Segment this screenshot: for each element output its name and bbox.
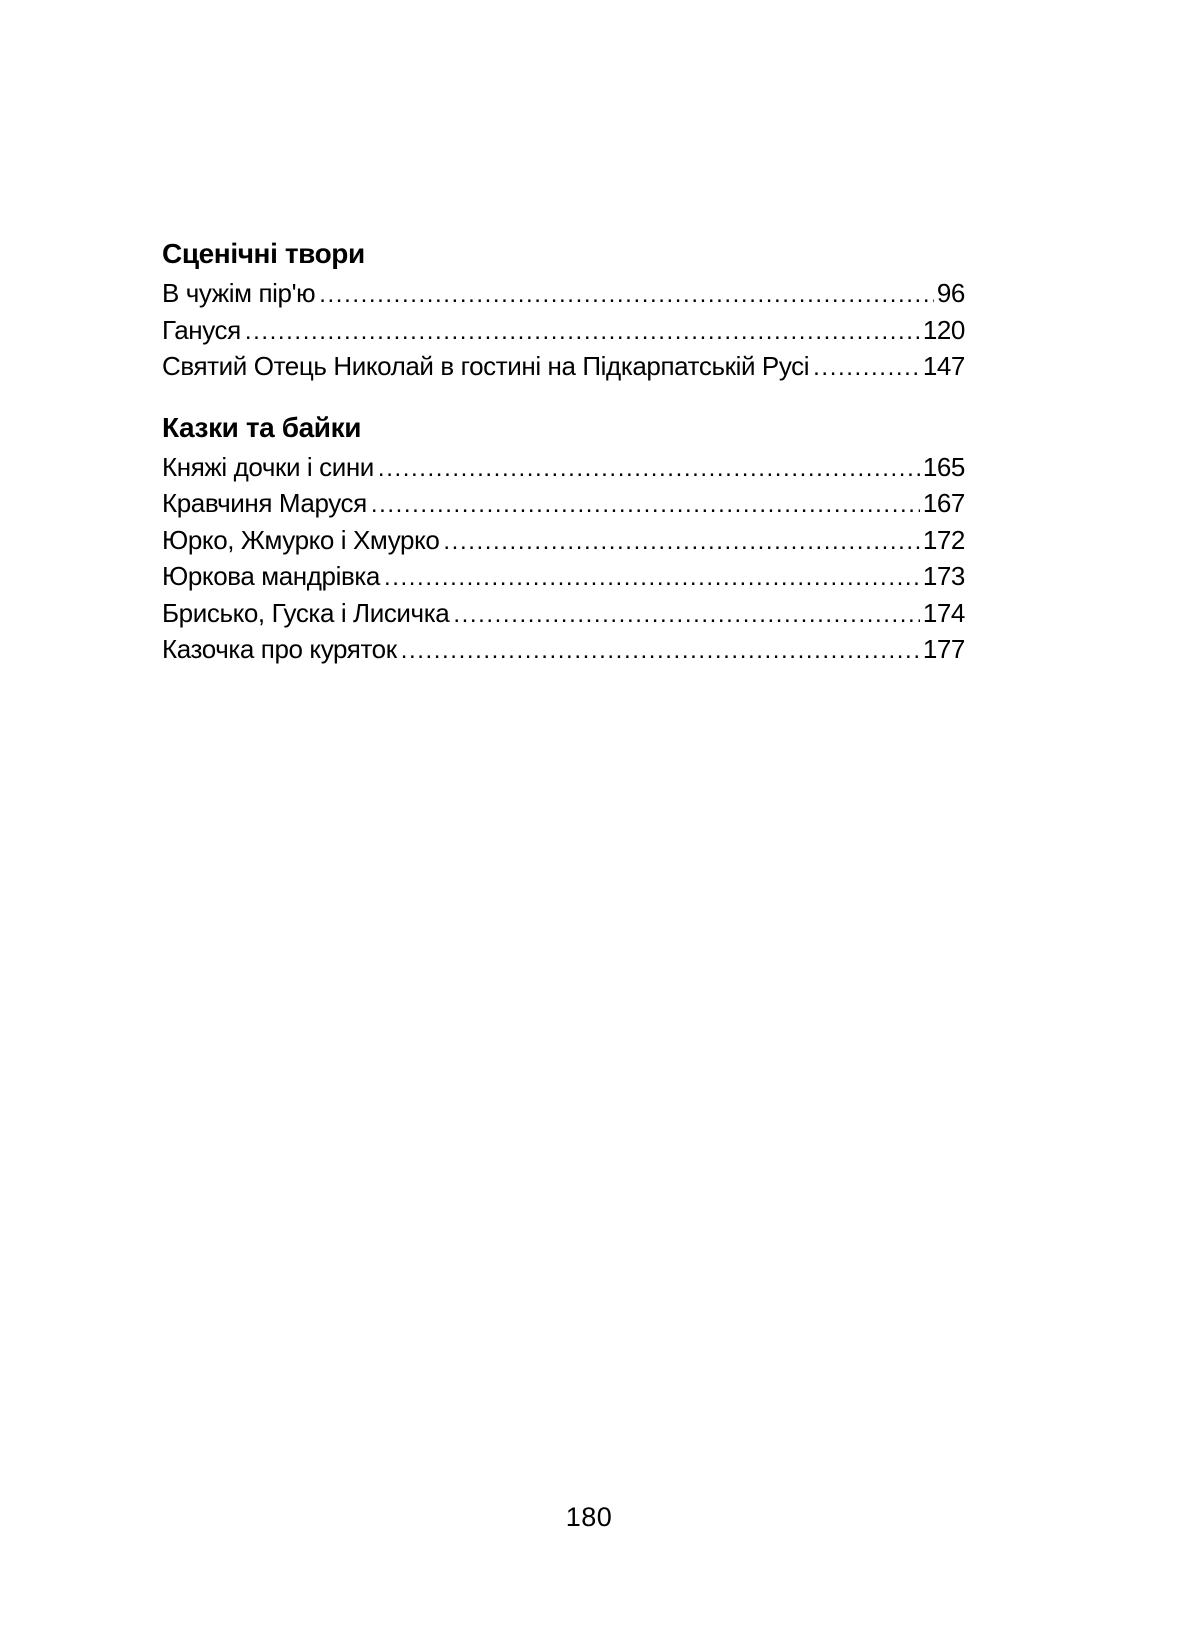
section-heading: Казки та байки bbox=[162, 411, 362, 443]
toc-entry-page-number: 147 bbox=[922, 351, 965, 381]
toc-entry-title: В чужім пір'ю bbox=[162, 278, 316, 308]
toc-entry bbox=[162, 313, 965, 350]
toc-section-scenic-works bbox=[162, 236, 965, 386]
footer-page-number: 180 bbox=[565, 1502, 613, 1532]
toc-entry-title: Юркова мандрівка bbox=[162, 561, 380, 591]
toc-entry-page-number: 96 bbox=[936, 278, 965, 308]
toc-entry bbox=[162, 349, 965, 386]
toc-entry-page-number: 167 bbox=[922, 488, 965, 518]
leader-dots bbox=[453, 596, 920, 633]
toc-entry bbox=[162, 596, 965, 633]
toc-entry-title: Юрко, Жмурко і Хмурко bbox=[162, 524, 440, 555]
leader-dots bbox=[384, 559, 920, 596]
leader-dots bbox=[401, 632, 920, 669]
toc-entry-page-number: 165 bbox=[922, 451, 965, 482]
toc-entry-page-number: 120 bbox=[922, 314, 965, 345]
toc-entry-title: Кравчиня Маруся bbox=[162, 488, 367, 518]
toc-entry bbox=[162, 632, 965, 669]
toc-entry bbox=[162, 523, 965, 560]
section-heading: Сценічні твори bbox=[162, 238, 365, 269]
leader-dots bbox=[378, 450, 920, 487]
leader-dots bbox=[813, 349, 920, 386]
toc-entry-page-number: 173 bbox=[922, 561, 965, 591]
toc-entry bbox=[162, 559, 965, 596]
toc-entry-title: Казочка про куряток bbox=[162, 634, 397, 664]
leader-dots bbox=[443, 523, 919, 560]
toc-entry-title: Брисько, Гуска і Лисичка bbox=[162, 597, 450, 628]
toc-entry-page-number: 174 bbox=[922, 597, 965, 628]
toc-section-tales-and-fables bbox=[162, 410, 965, 669]
toc-entry-page-number: 177 bbox=[922, 634, 965, 664]
table-of-contents bbox=[162, 236, 965, 669]
toc-entry-page-number: 172 bbox=[922, 524, 965, 555]
toc-entry-title: Святий Отець Николай в гостині на Підкарпатській Русі bbox=[162, 351, 810, 381]
leader-dots bbox=[319, 276, 934, 313]
toc-entry bbox=[162, 276, 965, 313]
toc-entry bbox=[162, 486, 965, 523]
leader-dots bbox=[371, 486, 920, 523]
toc-entry bbox=[162, 450, 965, 487]
leader-dots bbox=[245, 313, 920, 350]
toc-entry-title: Гануся bbox=[162, 314, 241, 345]
toc-entry-title: Княжі дочки і сини bbox=[162, 451, 374, 482]
